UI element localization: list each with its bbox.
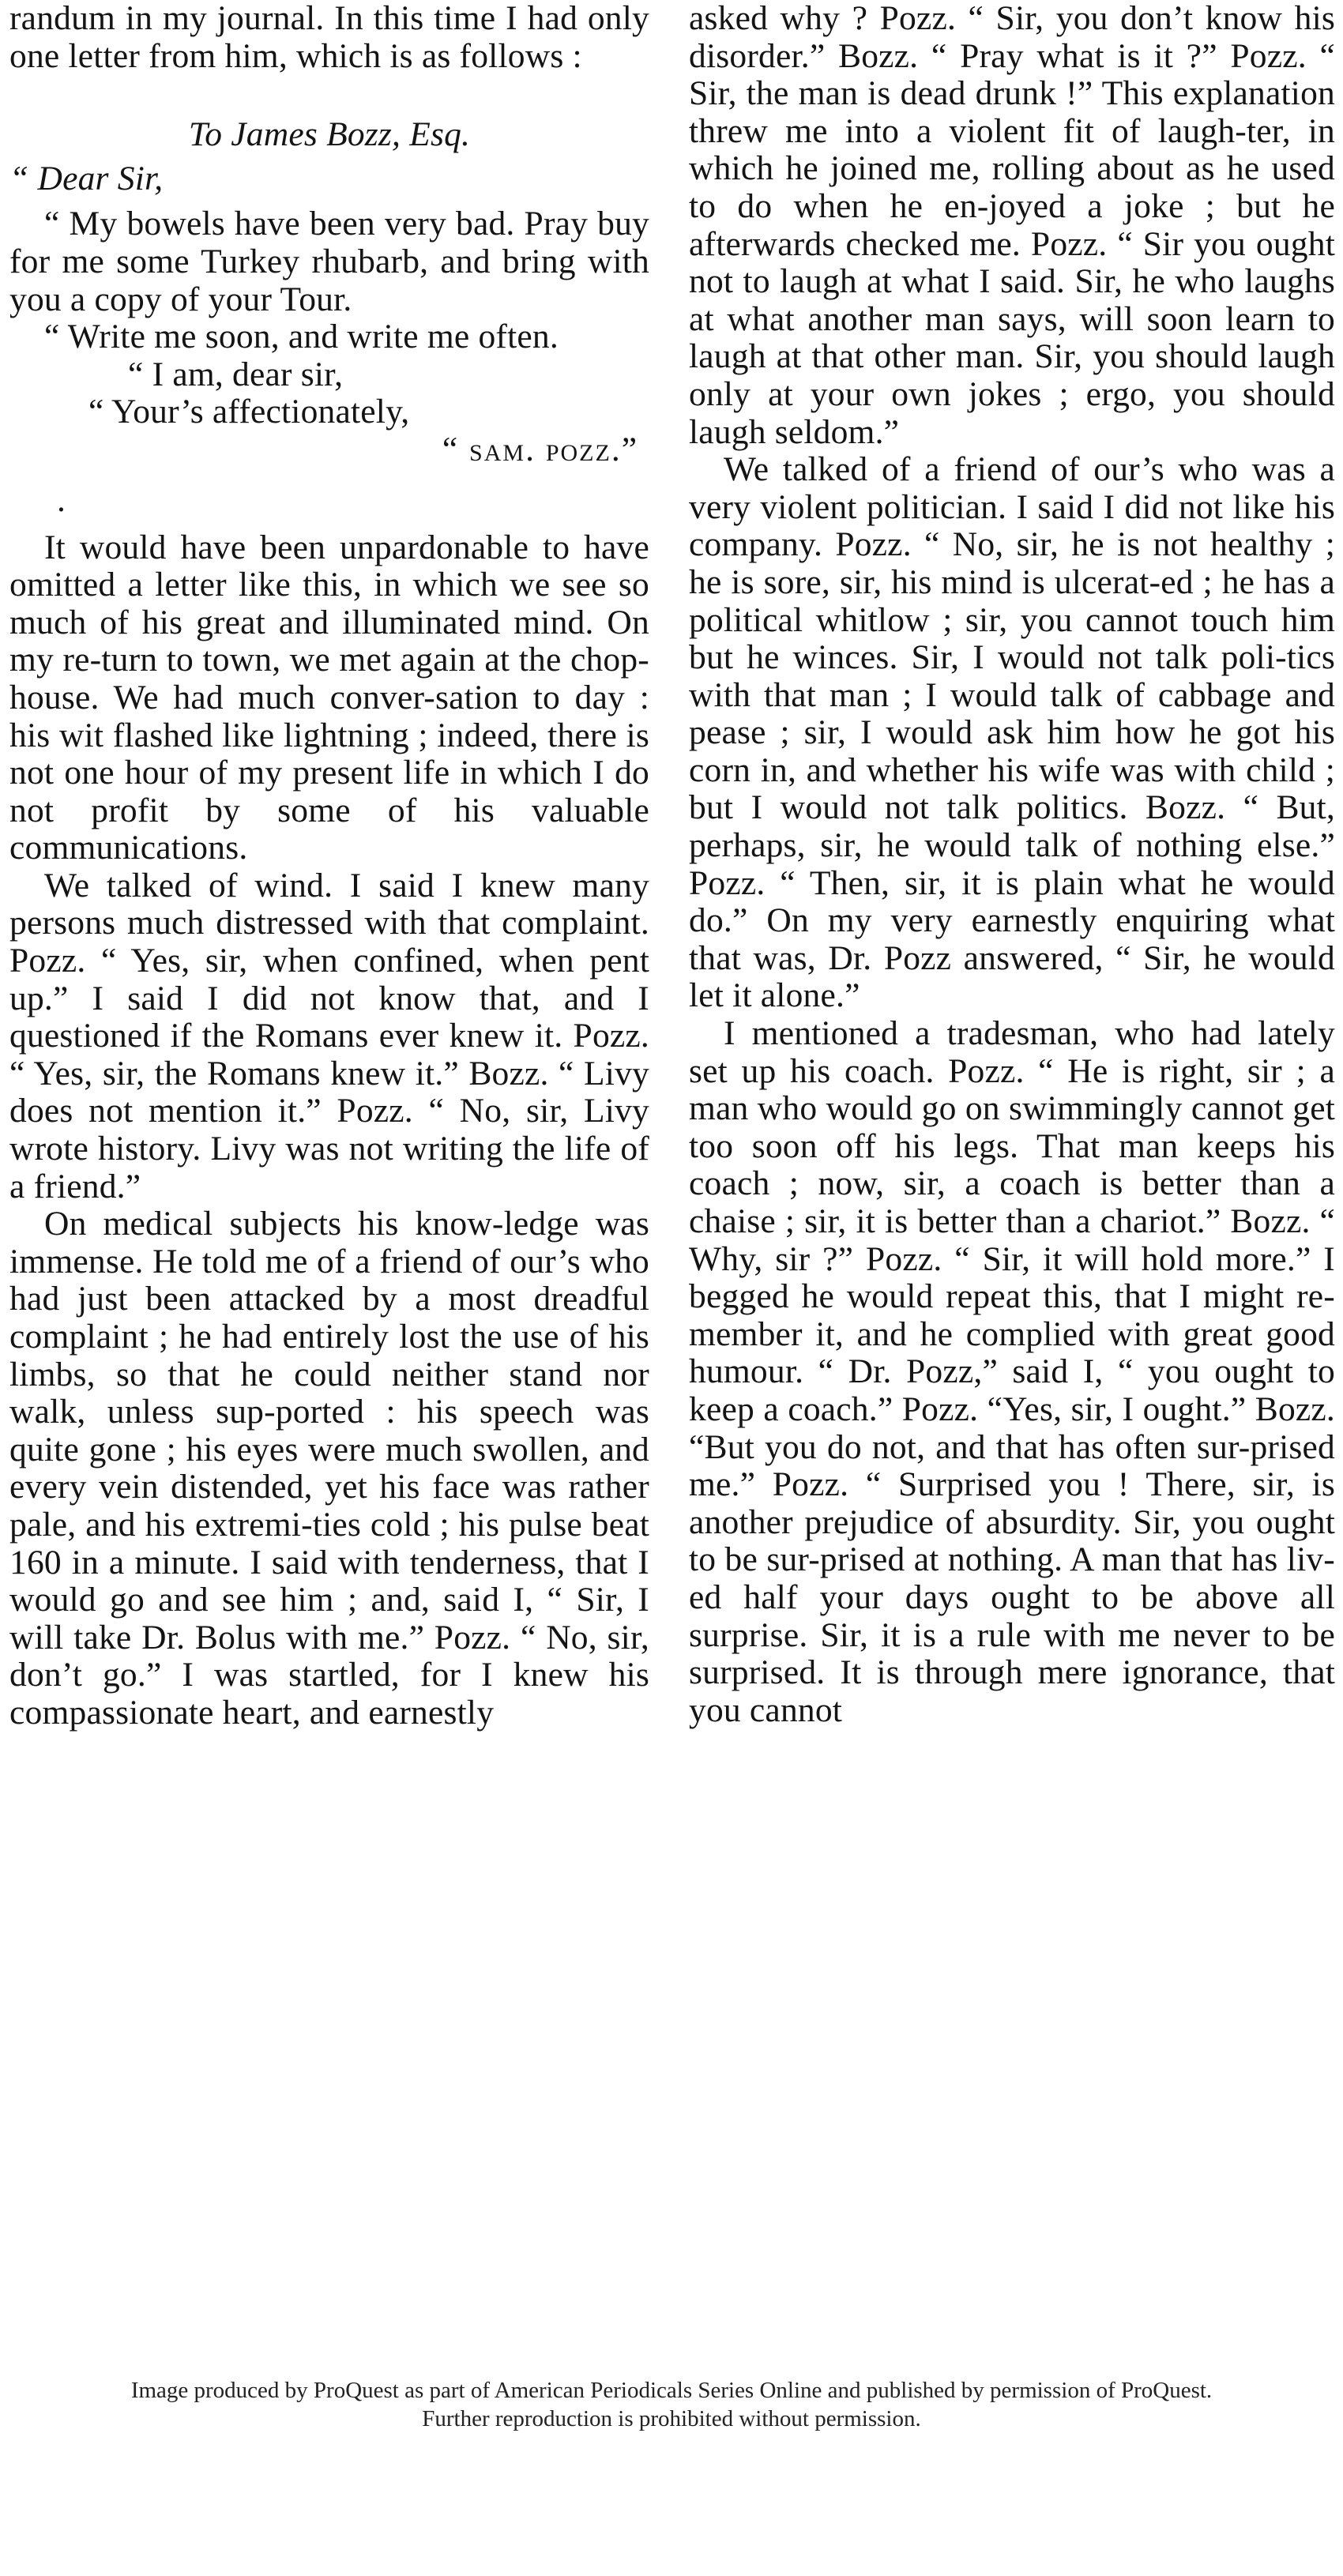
- letter-signoff-2: “ Your’s affectionately,: [88, 393, 410, 431]
- paragraph-wind: We talked of wind. I said I knew many persons much distressed with that complaint. Pozz. “ Yes, sir, when confined, when pent up.” I said I did not know that, and I questioned if the Romans ever knew it. Pozz. “ Yes, sir, the Romans knew it.” Bozz. “ Livy does not mention it.” Pozz. “ No, sir, Livy wrote history. Livy was not writing the life of a friend.”: [9, 866, 649, 1205]
- letter-address: To James Bozz, Esq.: [188, 115, 471, 154]
- paragraph-unpardonable: It would have been unpardonable to have omitted a letter like this, in which we see so much of his great and illuminated mind. On my re-turn to town, we met again at the chop-house. We had much conver-sation to day : his wit flashed like lightning ; indeed, there is not one hour of my present life in which I do not profit by some of his valuable communications.: [9, 528, 649, 867]
- column-gutter: [667, 0, 670, 2133]
- stray-mark: .: [57, 480, 66, 519]
- right-column: [689, 0, 1335, 1729]
- letter-body-1: “ My bowels have been very bad. Pray buy for me some Turkey rhubarb, and bring with you a copy of your Tour.: [9, 205, 649, 318]
- letter-signature: “ sam. pozz.”: [442, 430, 638, 468]
- copyright-footer: [0, 2376, 1343, 2433]
- paragraph-medical: On medical subjects his know-ledge was immense. He told me of a friend of our’s who had just been attacked by a most dreadful complaint ; he had entirely lost the use of his limbs, so that he could neither stand nor walk, unless sup-ported : his speech was quite gone ; his eyes were much swollen, and every vein distended, yet his face was rather pale, and his extremi-ties cold ; his pulse beat 160 in a minute. I said with tenderness, that I would go and see him ; and, said I, “ Sir, I will take Dr. Bolus with me.” Pozz. “ No, sir, don’t go.” I was startled, for I knew his compassionate heart, and earnestly: [9, 1205, 649, 1732]
- paragraph-politician: We talked of a friend of our’s who was a very violent politician. I said I did not like his company. Pozz. “ No, sir, he is not healthy ; he is sore, sir, his mind is ulcerat-ed ; he has a political whitlow ; sir, you cannot touch him but he winces. Sir, I would not talk poli-tics with that man ; I would talk of cabbage and pease ; sir, I would ask him how he got his corn in, and whether his wife was with child ; but I would not talk politics. Bozz. “ But, perhaps, sir, he would talk of nothing else.” Pozz. “ Then, sir, it is plain what he would do.” On my very earnestly enquiring what that was, Dr. Pozz answered, “ Sir, he would let it alone.”: [689, 450, 1335, 1015]
- letter-body-2: “ Write me soon, and write me often.: [44, 318, 559, 356]
- paragraph-continuation: randum in my journal. In this time I had only one letter from him, which is as follows :: [9, 0, 649, 75]
- left-column: [9, 0, 649, 1732]
- footer-line-1: Image produced by ProQuest as part of American Periodicals Series Online and published by permission of ProQuest.: [130, 2378, 1213, 2403]
- letter-salutation: “ Dear Sir,: [9, 159, 164, 197]
- paragraph-coach: I mentioned a tradesman, who had lately set up his coach. Pozz. “ He is right, sir ; a man who would go on swimmingly cannot get too soon off his legs. That man keeps his coach ; now, sir, a coach is better than a chaise ; sir, it is better than a chariot.” Bozz. “ Why, sir ?” Pozz. “ Sir, it will hold more.” I begged he would repeat this, that I might re-member it, and he complied with great good humour. “ Dr. Pozz,” said I, “ you ought to keep a coach.” Pozz. “Yes, sir, I ought.” Bozz. “But you do not, and that has often sur-prised me.” Pozz. “ Surprised you ! There, sir, is another prejudice of absurdity. Sir, you ought to be sur-prised at nothing. A man that has liv-ed half your days ought to be above all surprise. Sir, it is a rule with me never to be surprised. It is through mere ignorance, that you cannot: [689, 1014, 1335, 1729]
- paragraph-dead-drunk: asked why ? Pozz. “ Sir, you don’t know his disorder.” Bozz. “ Pray what is it ?” Pozz. “ Sir, the man is dead drunk !” This explanation threw me into a violent fit of laugh-ter, in which he joined me, rolling about as he used to do when he en-joyed a joke ; but he afterwards checked me. Pozz. “ Sir you ought not to laugh at what I said. Sir, he who laughs at what another man says, will soon learn to laugh at that other man. Sir, you should laugh only at your own jokes ; ergo, you should laugh seldom.”: [689, 0, 1335, 451]
- footer-line-2: Further reproduction is prohibited without permission.: [422, 2406, 921, 2431]
- letter-signoff-1: “ I am, dear sir,: [128, 355, 344, 393]
